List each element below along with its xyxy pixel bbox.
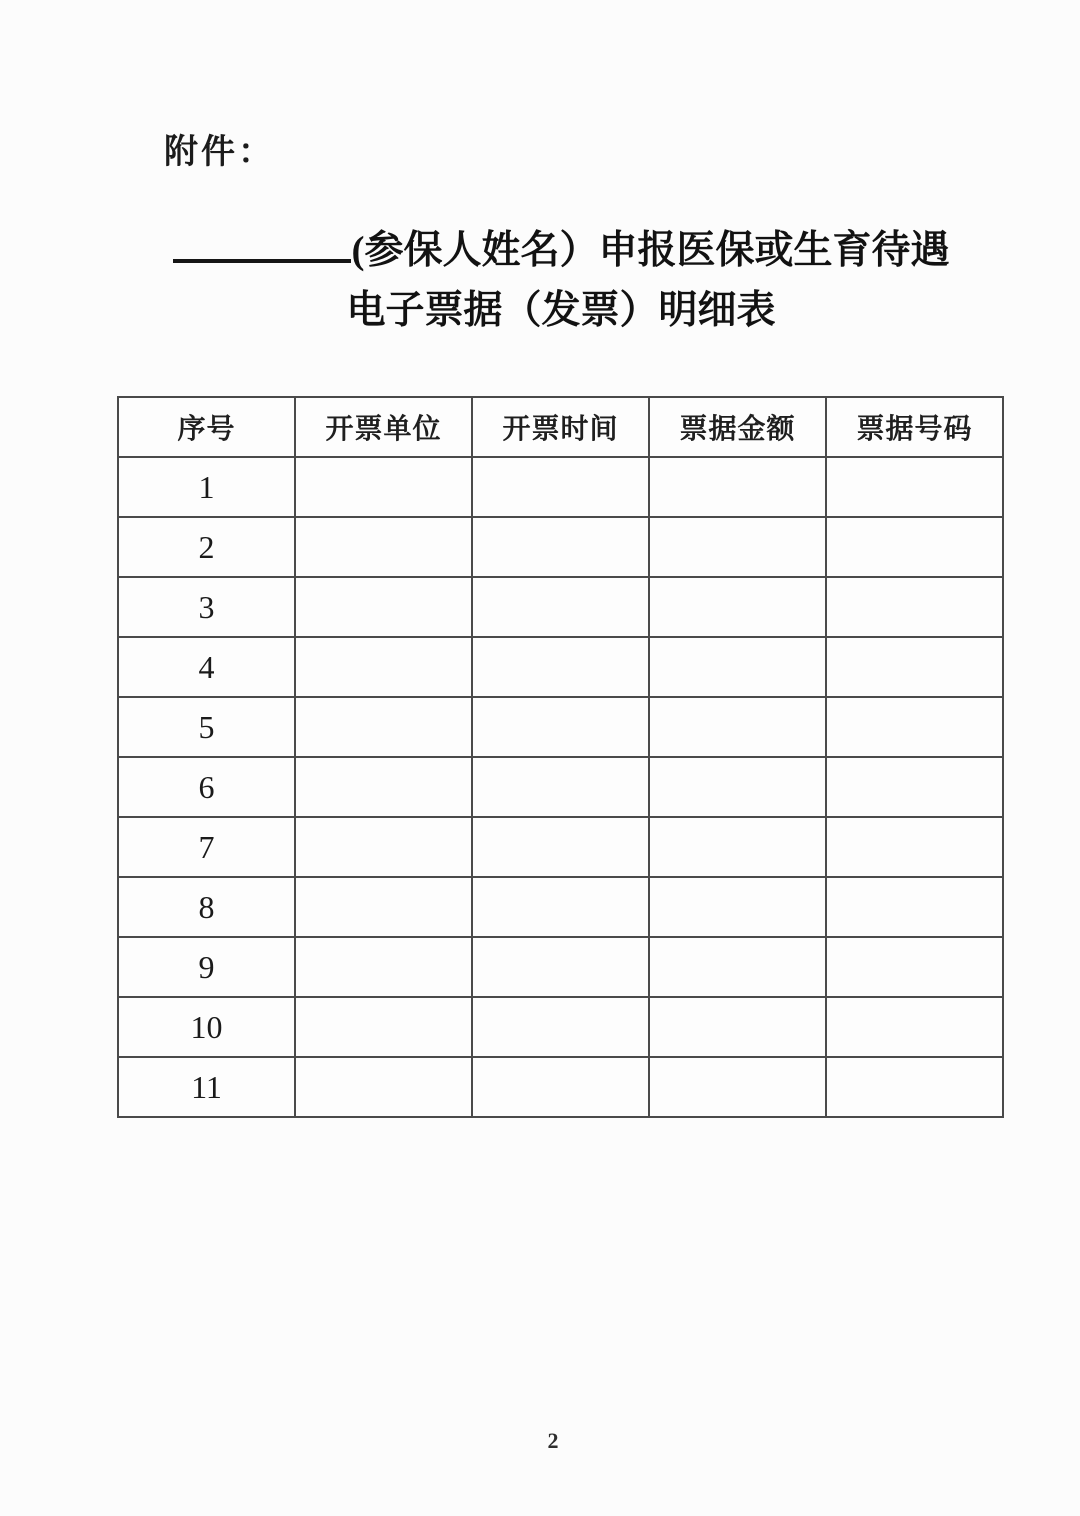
table-row — [118, 877, 1003, 937]
empty-data-cell — [295, 937, 472, 997]
empty-data-cell — [295, 997, 472, 1057]
document-title — [21, 220, 1080, 341]
empty-data-cell — [826, 757, 1003, 817]
empty-data-cell — [649, 997, 826, 1057]
table-body — [118, 457, 1003, 1117]
empty-data-cell — [649, 877, 826, 937]
empty-data-cell — [649, 817, 826, 877]
column-header: 开票时间 — [472, 397, 649, 457]
row-index-cell: 5 — [118, 697, 295, 757]
empty-data-cell — [472, 817, 649, 877]
empty-data-cell — [649, 1057, 826, 1117]
empty-data-cell — [826, 697, 1003, 757]
table-row — [118, 517, 1003, 577]
table-head — [118, 397, 1003, 457]
empty-data-cell — [472, 517, 649, 577]
empty-data-cell — [649, 517, 826, 577]
title-line-2: 电子票据（发票）明细表 — [346, 289, 776, 332]
row-index-cell: 10 — [118, 997, 295, 1057]
empty-data-cell — [295, 457, 472, 517]
title-line-1-text: (参保人姓名）申报医保或生育待遇 — [351, 229, 950, 272]
empty-data-cell — [295, 817, 472, 877]
row-index-cell: 4 — [118, 637, 295, 697]
column-header: 票据号码 — [826, 397, 1003, 457]
row-index-cell: 11 — [118, 1057, 295, 1117]
empty-data-cell — [826, 637, 1003, 697]
empty-data-cell — [826, 517, 1003, 577]
title-line-1 — [21, 220, 1080, 281]
empty-data-cell — [826, 997, 1003, 1057]
row-index-cell: 8 — [118, 877, 295, 937]
table-row — [118, 757, 1003, 817]
empty-data-cell — [295, 1057, 472, 1117]
table-row — [118, 637, 1003, 697]
empty-data-cell — [826, 877, 1003, 937]
column-header: 序号 — [118, 397, 295, 457]
empty-data-cell — [826, 457, 1003, 517]
empty-data-cell — [649, 757, 826, 817]
empty-data-cell — [826, 577, 1003, 637]
empty-data-cell — [826, 937, 1003, 997]
table-row — [118, 937, 1003, 997]
table-header-row — [118, 397, 1003, 457]
invoice-detail-table — [117, 396, 1004, 1118]
empty-data-cell — [295, 757, 472, 817]
empty-data-cell — [826, 1057, 1003, 1117]
row-index-cell: 2 — [118, 517, 295, 577]
empty-data-cell — [295, 637, 472, 697]
empty-data-cell — [649, 697, 826, 757]
table-row — [118, 997, 1003, 1057]
row-index-cell: 7 — [118, 817, 295, 877]
empty-data-cell — [295, 877, 472, 937]
page-number: 2 — [547, 1428, 559, 1453]
table-row — [118, 1057, 1003, 1117]
empty-data-cell — [472, 877, 649, 937]
empty-data-cell — [826, 817, 1003, 877]
empty-data-cell — [649, 577, 826, 637]
name-blank-line — [173, 220, 351, 263]
empty-data-cell — [472, 997, 649, 1057]
empty-data-cell — [295, 517, 472, 577]
row-index-cell: 3 — [118, 577, 295, 637]
table-row — [118, 817, 1003, 877]
column-header: 开票单位 — [295, 397, 472, 457]
empty-data-cell — [295, 697, 472, 757]
empty-data-cell — [472, 697, 649, 757]
empty-data-cell — [472, 757, 649, 817]
empty-data-cell — [472, 637, 649, 697]
empty-data-cell — [649, 937, 826, 997]
table-row — [118, 577, 1003, 637]
table-row — [118, 457, 1003, 517]
empty-data-cell — [472, 937, 649, 997]
empty-data-cell — [649, 457, 826, 517]
empty-data-cell — [472, 457, 649, 517]
empty-data-cell — [295, 577, 472, 637]
column-header: 票据金额 — [649, 397, 826, 457]
attachment-label: 附件： — [164, 133, 275, 171]
empty-data-cell — [649, 637, 826, 697]
table-row — [118, 697, 1003, 757]
row-index-cell: 9 — [118, 937, 295, 997]
row-index-cell: 1 — [118, 457, 295, 517]
empty-data-cell — [472, 1057, 649, 1117]
empty-data-cell — [472, 577, 649, 637]
row-index-cell: 6 — [118, 757, 295, 817]
